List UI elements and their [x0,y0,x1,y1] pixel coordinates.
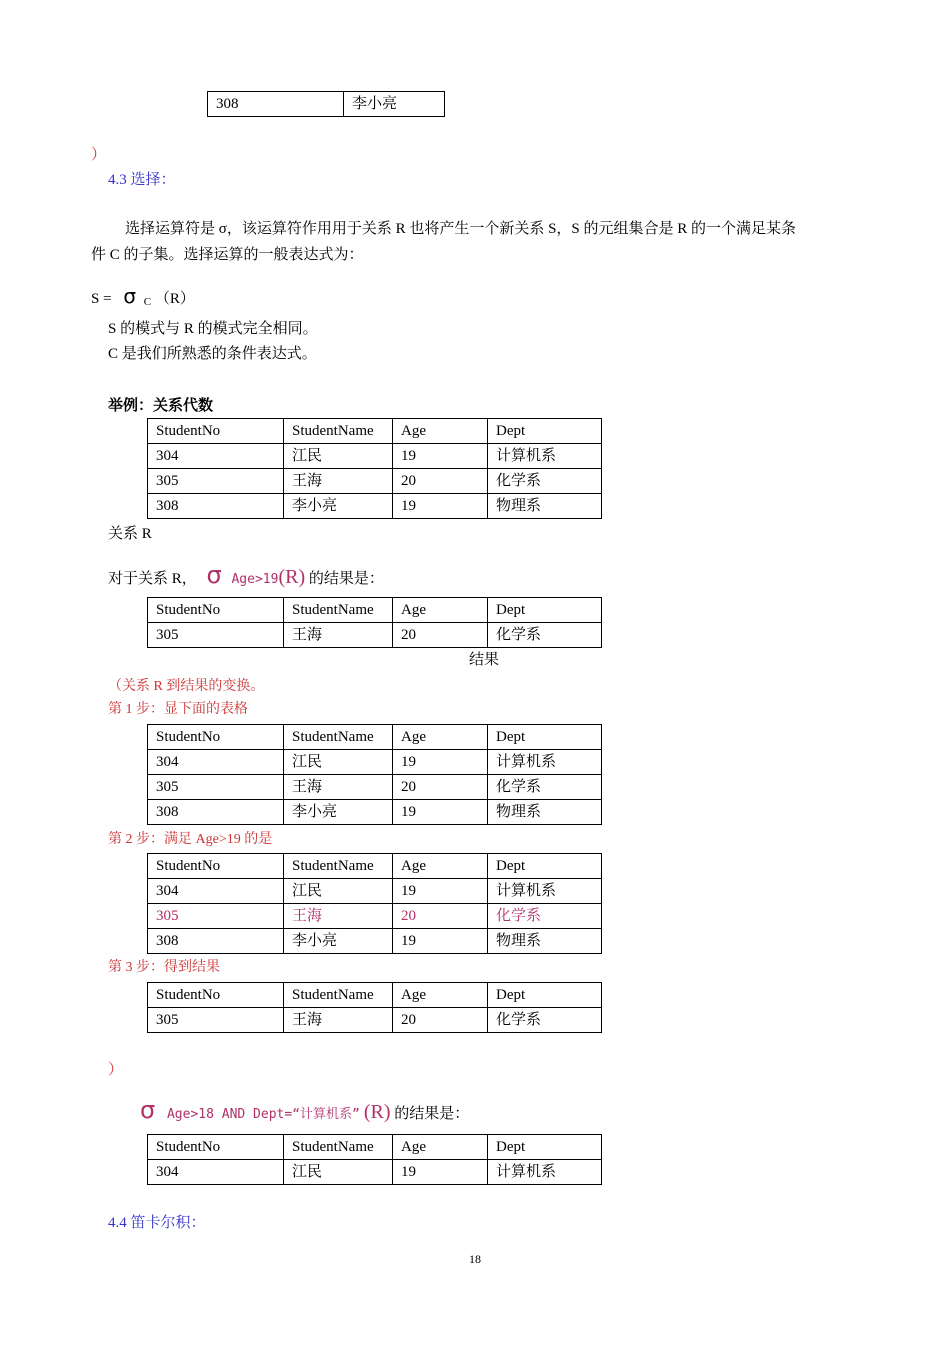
table-cell: 计算机系 [488,879,602,904]
table-row-highlighted [148,904,602,929]
table-cell: 19 [393,929,488,954]
table-cell: 化学系 [488,775,602,800]
step3-label: 第 3 步：得到结果 [108,960,220,975]
table-header-row [148,419,602,444]
table-header-row [148,983,602,1008]
step1-table [147,724,602,825]
step1-label: 第 1 步：显下面的表格 [108,702,248,717]
table-row [148,469,602,494]
step2-label: 第 2 步：满足 Age>19 的是 [108,832,273,847]
header-cell: Dept [488,854,602,879]
table-cell: 19 [393,494,488,519]
header-cell: StudentNo [148,419,284,444]
table-cell: 20 [393,904,488,929]
header-cell: Dept [488,598,602,623]
table-cell: 李小亮 [344,92,445,117]
intro-paragraph-line1: 选择运算符是 σ，该运算符作用用于关系 R 也将产生一个新关系 S，S 的元组集合是 R 的一个满足某条 [125,221,797,237]
table-cell: 304 [148,1160,284,1185]
table-cell: 物理系 [488,929,602,954]
header-cell: Age [393,419,488,444]
table-cell: 王海 [284,469,393,494]
table-cell: 化学系 [488,469,602,494]
table-cell: 20 [393,775,488,800]
table-header-row [148,1135,602,1160]
header-cell: StudentNo [148,725,284,750]
table-cell: 19 [393,444,488,469]
table-cell: 20 [393,1008,488,1033]
relation-r-table [147,418,602,519]
table-cell: 江民 [284,750,393,775]
table-row [148,929,602,954]
table-row [148,775,602,800]
table-cell: 李小亮 [284,800,393,825]
table-cell: 化学系 [488,904,602,929]
section-heading-4-3: 4.3 选择： [108,172,176,188]
result1-table [147,597,602,648]
header-cell: StudentNo [148,598,284,623]
table-cell: 19 [393,879,488,904]
section-heading-4-4: 4.4 笛卡尔积： [108,1215,206,1231]
header-cell: StudentName [284,983,393,1008]
table-cell: 物理系 [488,494,602,519]
example-title: 举例：关系代数 [108,396,214,414]
header-cell: Dept [488,725,602,750]
table-cell: 304 [148,444,284,469]
table-cell: 物理系 [488,800,602,825]
table-cell: 308 [148,494,284,519]
table-cell: 江民 [284,879,393,904]
table-cell: 江民 [284,1160,393,1185]
selection-formula [91,286,195,308]
table-cell: 20 [393,469,488,494]
table-row [148,444,602,469]
header-cell: StudentNo [148,983,284,1008]
table-cell: 化学系 [488,1008,602,1033]
header-cell: StudentNo [148,854,284,879]
transform-title: （关系 R 到结果的变换。 [108,679,265,694]
header-cell: StudentNo [148,1135,284,1160]
note-schema: S 的模式与 R 的模式完全相同。 [108,321,318,337]
query1-condition: Age>19 [231,572,279,587]
query2-arg: (R) [363,1101,391,1123]
intro-paragraph-line2: 件 C 的子集。选择运算的一般表达式为： [91,247,364,263]
table-header-row [148,598,602,623]
query2-line [140,1098,469,1122]
header-cell: Age [393,1135,488,1160]
table-cell: 王海 [284,904,393,929]
table-cell: 308 [148,800,284,825]
formula-arg: （R） [154,291,195,307]
query1-prefix: 对于关系 R， [108,571,197,587]
query1-arg: (R) [278,566,306,588]
table-cell: 20 [393,623,488,648]
table-header-row [148,725,602,750]
header-cell: Dept [488,1135,602,1160]
table-row [148,1160,602,1185]
query1-line [108,563,384,587]
table-row [148,494,602,519]
sigma-symbol: σ [206,561,222,589]
table-cell: 江民 [284,444,393,469]
query1-suffix: 的结果是： [308,571,384,587]
result2-table [147,1134,602,1185]
table-cell: 李小亮 [284,494,393,519]
sigma-symbol: σ [123,284,136,308]
header-cell: Age [393,598,488,623]
table-row [148,623,602,648]
table-cell: 305 [148,775,284,800]
header-cell: StudentName [284,1135,393,1160]
header-cell: Dept [488,419,602,444]
header-cell: StudentName [284,854,393,879]
table-cell: 305 [148,904,284,929]
table-row [148,800,602,825]
page-number: 18 [469,1252,481,1266]
table-cell: 305 [148,469,284,494]
table-cell: 计算机系 [488,750,602,775]
note-condition: C 是我们所熟悉的条件表达式。 [108,346,317,362]
table-cell: 李小亮 [284,929,393,954]
table-cell: 304 [148,879,284,904]
table-cell: 计算机系 [488,1160,602,1185]
formula-lhs: S = [91,291,112,307]
header-cell: Age [393,854,488,879]
table-row [148,750,602,775]
table-row [148,1008,602,1033]
step2-table [147,853,602,954]
step3-table [147,982,602,1033]
header-cell: StudentName [284,598,393,623]
table-cell: 王海 [284,1008,393,1033]
table-header-row [148,854,602,879]
result-label: 结果 [469,652,500,668]
table-cell: 19 [393,1160,488,1185]
query2-condition: Age>18 AND Dept=“计算机系” [166,1107,360,1122]
table-cell: 19 [393,800,488,825]
header-cell: Age [393,983,488,1008]
table-cell: 化学系 [488,623,602,648]
table-cell: 19 [393,750,488,775]
header-cell: Age [393,725,488,750]
relation-label: 关系 R [108,526,152,542]
table-cell: 308 [148,929,284,954]
header-cell: Dept [488,983,602,1008]
table-cell: 308 [208,92,344,117]
table-cell: 304 [148,750,284,775]
top-table [207,91,445,117]
query2-suffix: 的结果是： [394,1106,470,1122]
closing-paren: ） [91,147,107,163]
sigma-symbol: σ [140,1096,156,1124]
closing-paren: ） [108,1062,124,1078]
table-cell: 王海 [284,775,393,800]
formula-subscript: C [143,296,152,308]
header-cell: StudentName [284,725,393,750]
table-cell: 305 [148,1008,284,1033]
table-cell: 305 [148,623,284,648]
header-cell: StudentName [284,419,393,444]
table-cell: 计算机系 [488,444,602,469]
table-row [148,879,602,904]
table-cell: 王海 [284,623,393,648]
